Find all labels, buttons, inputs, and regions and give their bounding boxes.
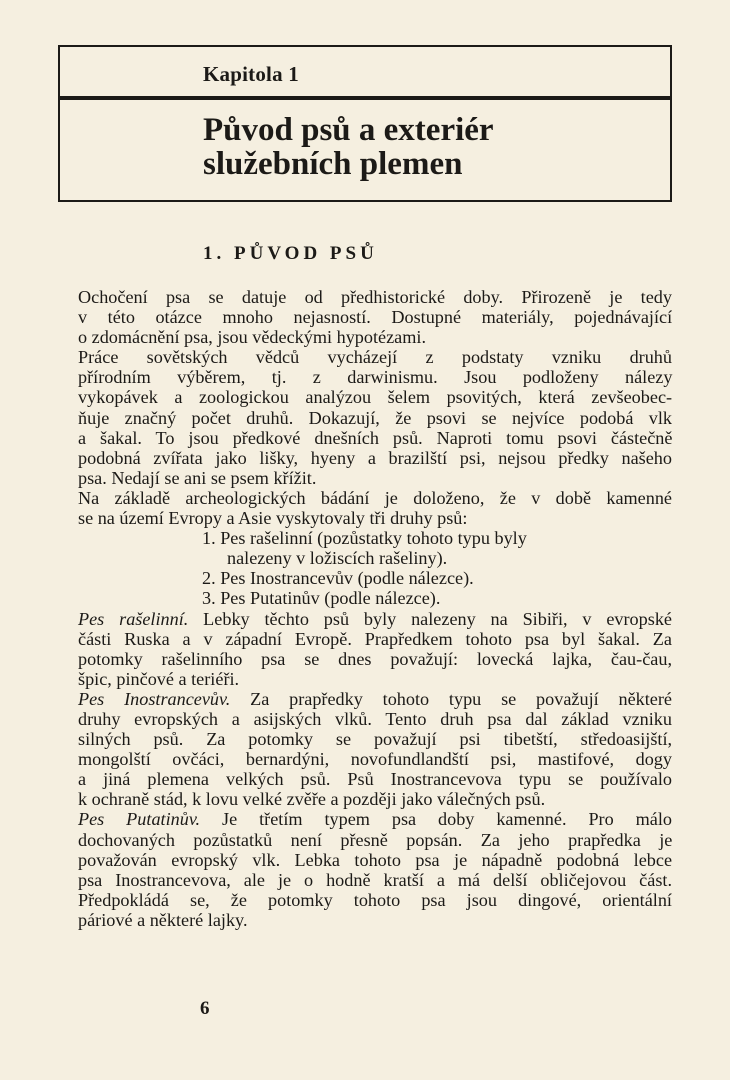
text-line (78, 609, 672, 629)
text-fragment: Za prapředky tohoto typu se považují některé (230, 688, 672, 709)
term-lead: Pes Putatinův. (78, 809, 201, 830)
text-line: mongolští ovčáci, bernardýni, novofundlandští psi, mastifové, dogy (78, 749, 672, 770)
text-line: špic, pinčové a teriéři. (78, 668, 240, 689)
text-line: vykopávek a zoologickou analýzou šelem psovitých, která zevšeobec- (78, 387, 673, 408)
text-line: v této otázce mnoho nejasností. Dostupné materiály, pojednávající (78, 307, 673, 328)
text-line: a šakal. To jsou předkové dnešních psů. Naproti tomu psovi částečně (78, 427, 673, 448)
text-fragment: Je třetím typem psa doby kamenné. Pro málo (200, 809, 673, 830)
text-line: podobná zvířata jako lišky, hyeny a brazilští psi, nejsou předky našeho (78, 447, 672, 468)
text-line: psa Inostrancevova, ale je o hodně kratší a má delší obličejovou část. (78, 869, 672, 890)
text-line (78, 809, 672, 829)
section-heading: 1. PŮVOD PSŮ (203, 243, 378, 264)
chapter-label: Kapitola 1 (203, 62, 299, 86)
text-line: Ochočení psa se datuje od předhistorické doby. Přirozeně je tedy (78, 287, 672, 307)
text-line: se na území Evropy a Asie vyskytovaly tři druhy psů: (78, 508, 468, 529)
text-line (78, 689, 672, 709)
chapter-title-line: služebních plemen (203, 146, 463, 182)
text-line: a jiná plemena velkých psů. Psů Inostrancevova typu se používalo (78, 769, 672, 790)
chapter-header-box (58, 45, 672, 202)
text-line: přírodním výběrem, tj. z darwinismu. Jsou podloženy nálezy (78, 367, 673, 388)
text-line: o zdomácnění psa, jsou vědeckými hypotézami. (78, 327, 426, 348)
text-line: ňuje značný počet druhů. Dokazují, že psovi se nejvíce podobá vlk (78, 407, 672, 428)
chapter-label-row (60, 47, 670, 100)
list-item: 3. Pes Putatinův (podle nálezce). (202, 588, 441, 609)
term-lead: Pes rašelinní. (78, 608, 189, 629)
text-line: k ochraně stád, k lovu velké zvěře a později jako válečných psů. (78, 789, 546, 810)
chapter-title (203, 113, 494, 181)
text-line: silných psů. Za potomky se považují psi tibetští, středoasijští, (78, 729, 673, 750)
text-line: Práce sovětských vědců vycházejí z podstaty vzniku druhů (78, 347, 672, 368)
page-number: 6 (200, 998, 210, 1019)
term-lead: Pes Inostrancevův. (78, 688, 231, 709)
text-line: části Ruska a v západní Evropě. Prapředkem tohoto psa byl šakal. Za (78, 628, 672, 649)
text-fragment: Lebky těchto psů byly nalezeny na Sibiři, v evropské (188, 608, 672, 629)
list-item-continuation: nalezeny v ložiscích rašeliny). (227, 548, 448, 569)
text-line: dochovaných pozůstatků není přesně popsán. Za jeho prapředka je (78, 829, 673, 850)
text-line: páriové a některé lajky. (78, 909, 248, 930)
text-line: potomky rašelinního psa se dnes považují: lovecká lajka, čau-čau, (78, 648, 672, 669)
text-line: psa. Nedají se ani se psem křížit. (78, 467, 317, 488)
text-line: Na základě archeologických bádání je doloženo, že v době kamenné (78, 487, 672, 508)
body-text (78, 287, 672, 930)
text-line: Předpokládá se, že potomky tohoto psa jsou dingové, orientální (78, 889, 672, 910)
text-line: považován evropský vlk. Lebka tohoto psa je nápadně podobná lebce (78, 849, 673, 870)
list-item: 1. Pes rašelinní (pozůstatky tohoto typu byly (202, 528, 527, 549)
text-line: druhy evropských a asijských vlků. Tento druh psa dal základ vzniku (78, 708, 672, 729)
chapter-title-line: Původ psů a exteriér (203, 112, 494, 148)
list-item: 2. Pes Inostrancevův (podle nálezce). (202, 568, 474, 589)
